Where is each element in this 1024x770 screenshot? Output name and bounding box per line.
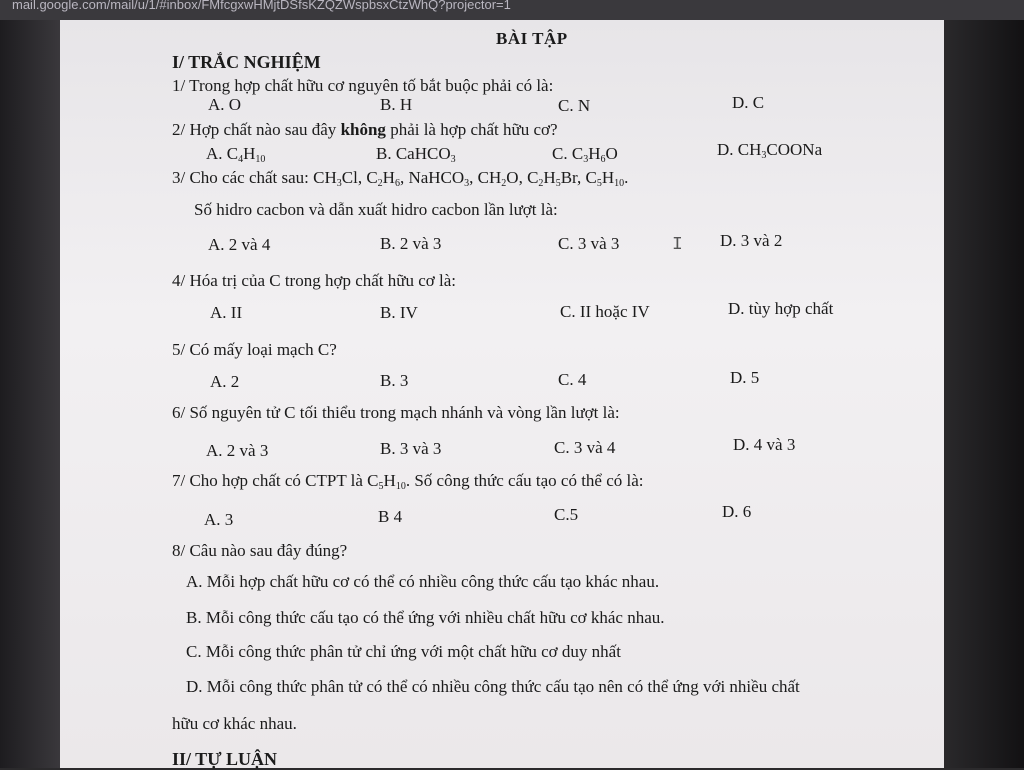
q7-option-a: A. 3 — [204, 510, 234, 529]
q8-option-b: B. Mỗi công thức cấu tạo có thể ứng với nhiều chất hữu cơ khác nhau. — [186, 608, 665, 627]
question-6: 6/ Số nguyên tử C tối thiểu trong mạch nhánh và vòng lần lượt là: — [172, 403, 620, 422]
q3-option-b: B. 2 và 3 — [380, 234, 442, 253]
screen-bezel-left — [0, 20, 60, 768]
q2-emphasis: không — [340, 120, 386, 139]
q2-text-end: phải là hợp chất hữu cơ? — [385, 120, 558, 139]
q2-option-c: C. $C_3H_6O$ — [552, 144, 618, 165]
q2-option-a: A. $C_4H_{10}$ — [206, 144, 266, 165]
text-cursor-icon: I — [672, 235, 683, 255]
q2-text-start: 2/ Hợp chất nào sau đây — [172, 120, 341, 139]
q4-option-a: A. II — [210, 303, 243, 322]
question-5: 5/ Có mấy loại mạch C? — [172, 340, 337, 359]
q5-option-b: B. 3 — [380, 371, 409, 390]
q5-option-d: D. 5 — [730, 368, 760, 387]
q1-option-d: D. C — [732, 93, 765, 112]
url-text: mail.google.com/mail/u/1/#inbox/FMfcgxwHMjtDSfsKZQZWspbsxCtzWhQ?projector=1 — [12, 0, 511, 12]
q1-option-c: C. N — [558, 96, 591, 115]
q3-option-a: A. 2 và 4 — [208, 235, 271, 254]
q5-option-c: C. 4 — [558, 370, 587, 389]
worksheet-title: BÀI TẬP — [496, 29, 568, 48]
question-3: 3/ Cho các chất sau: $CH_3Cl$, $C_2H_6$, NaHCO$_3$, $CH_2O$, $C_2H_5Br$, $C_5H_{10}$. — [172, 168, 629, 189]
q7-option-c: C.5 — [554, 505, 579, 524]
section-essay: II/ TỰ LUẬN — [172, 749, 278, 769]
q3-option-d: D. 3 và 2 — [720, 231, 783, 250]
q4-option-d: D. tùy hợp chất — [728, 299, 834, 318]
q1-option-b: B. H — [380, 95, 413, 114]
q6-option-b: B. 3 và 3 — [380, 439, 442, 458]
q5-option-a: A. 2 — [210, 372, 240, 391]
q8-option-a: A. Mỗi hợp chất hữu cơ có thể có nhiều công thức cấu tạo khác nhau. — [186, 572, 660, 591]
screen-bezel-right — [944, 20, 1024, 768]
q7-option-d: D. 6 — [722, 502, 752, 521]
question-2 — [172, 120, 558, 140]
q6-option-a: A. 2 và 3 — [206, 441, 269, 460]
worksheet-document — [60, 20, 944, 768]
q1-option-a: A. O — [208, 95, 242, 114]
q7-option-b: B 4 — [378, 507, 403, 526]
q6-option-d: D. 4 và 3 — [733, 435, 796, 454]
question-8: 8/ Câu nào sau đây đúng? — [172, 541, 348, 560]
q4-option-c: C. II hoặc IV — [560, 302, 650, 321]
q2-option-d: D. $CH_3COONa$ — [717, 140, 823, 161]
q8-option-d: D. Mỗi công thức phân tử có thể có nhiều công thức cấu tạo nên có thể ứng với nhiều chất — [186, 677, 800, 696]
section-multiple-choice: I/ TRẮC NGHIỆM — [172, 52, 321, 72]
q6-option-c: C. 3 và 4 — [554, 438, 616, 457]
q8-option-d-continued: hữu cơ khác nhau. — [172, 714, 297, 733]
q3-option-c: C. 3 và 3 — [558, 234, 620, 253]
q4-option-b: B. IV — [380, 303, 418, 322]
question-1: 1/ Trong hợp chất hữu cơ nguyên tố bắt buộc phải có là: — [172, 76, 554, 95]
q8-option-c: C. Mỗi công thức phân tử chỉ ứng với một chất hữu cơ duy nhất — [186, 642, 621, 661]
question-3-line2: Số hidro cacbon và dẫn xuất hidro cacbon lần lượt là: — [194, 200, 558, 219]
q2-option-b: B. CaHCO$_3$ — [376, 144, 456, 165]
browser-url-bar[interactable] — [0, 0, 1024, 20]
question-7: 7/ Cho hợp chất có CTPT là $C_5H_{10}$. Số công thức cấu tạo có thể có là: — [172, 471, 644, 492]
question-4: 4/ Hóa trị của C trong hợp chất hữu cơ là: — [172, 271, 457, 290]
